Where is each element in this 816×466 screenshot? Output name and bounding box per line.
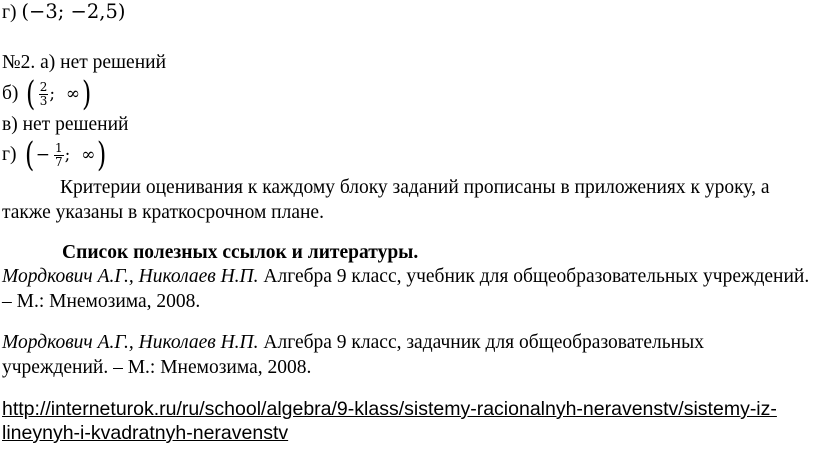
answer-line-g-top [2,1,125,24]
interval-rest: ; ∞ [49,84,81,104]
answer-label: г) [2,144,17,165]
fraction-denominator: 7 [55,154,63,169]
answer-label: б) [2,83,19,104]
open-paren: ( [24,135,34,175]
answer-line-g [2,137,109,173]
interval-expression [24,74,93,114]
reference-text: Алгебра 9 класс, задачник для общеобразовательных учреждений. – М.: Мнемозима, 2008. [2,332,704,378]
task-2-header: №2. а) нет решений [2,52,166,73]
reference-text: Алгебра 9 класс, учебник для общеобразовательных учреждений. – М.: Мнемозима, 2008. [2,266,810,312]
link-line-2[interactable]: lineynyh-i-kvadratnyh-neravenstv [2,422,289,444]
reference-item [2,330,814,380]
fraction-numerator: 1 [55,140,63,155]
close-paren: ) [82,74,92,114]
open-paren: ( [26,74,36,114]
interval-rest: ; ∞ [64,145,96,165]
interval-expression: (−3; −2,5) [21,0,126,23]
link-line-1[interactable]: http://interneturok.ru/ru/school/algebra/9-klass/sistemy-racionalnyh-neravenstv/sistemy-iz- [2,398,777,420]
close-paren: ) [97,135,107,175]
fraction-denominator: 3 [39,93,48,108]
answer-label: г) [2,2,17,23]
fraction [54,142,64,169]
fraction [39,81,49,108]
minus-sign: − [35,145,51,165]
reference-authors: Мордкович А.Г., Николаев Н.П. [2,332,259,353]
answer-line-v: в) нет решений [2,114,129,135]
reference-item [2,264,814,314]
interneturok-link[interactable] [2,397,814,445]
fraction-numerator: 2 [39,79,48,94]
interval-expression [23,135,109,175]
reference-authors: Мордкович А.Г., Николаев Н.П. [2,266,259,287]
criteria-text: Критерии оценивания к каждому блоку заданий прописаны в приложениях к уроку, а также указаны в краткосрочном плане. [2,177,770,223]
criteria-paragraph [2,175,814,225]
references-heading: Список полезных ссылок и литературы. [62,242,419,263]
answer-line-b [2,76,93,112]
